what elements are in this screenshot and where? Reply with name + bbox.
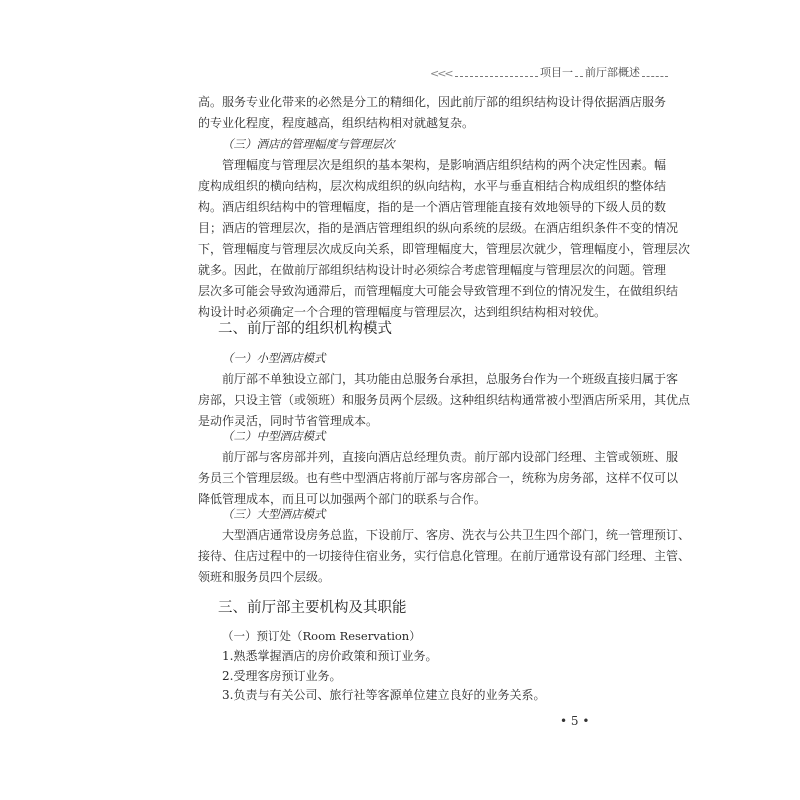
text-line: 接待、住店过程中的一切接待住宿业务，实行信息化管理。在前厅通常设有部门经理、主管、 <box>198 549 691 563</box>
list-item: 2.受理客房预订业务。 <box>222 668 342 683</box>
subheading-medium-hotel: （二）中型酒店模式 <box>222 429 326 443</box>
text-line: 前厅部不单独设立部门，其功能由总服务台承担，总服务台作为一个班级直接归属于客 <box>222 372 679 386</box>
text-line: 层次多可能会导致沟通滞后，而管理幅度大可能会导致管理不到位的情况发生，在做组织结 <box>198 284 679 298</box>
header-project: 项目一 <box>540 66 573 79</box>
paragraph-block-3 <box>198 626 612 706</box>
text-line: 房部，只设主管（或领班）和服务员两个层级。这种组织结构通常被小型酒店所采用，其优点 <box>198 393 691 407</box>
subheading-small-hotel: （一）小型酒店模式 <box>222 351 326 365</box>
subheading-management-span: （三）酒店的管理幅度与管理层次 <box>222 137 395 151</box>
text-line: 目；酒店的管理层次，指的是酒店管理组织的纵向系统的层级。在酒店组织条件不变的情况 <box>198 221 679 235</box>
paragraph-block-1 <box>198 92 691 323</box>
header-rule <box>642 76 668 77</box>
text-line: 管理幅度与管理层次是组织的基本架构，是影响酒店组织结构的两个决定性因素。幅 <box>222 158 667 172</box>
text-line: 下，管理幅度与管理层次成反向关系，即管理幅度大，管理层次就少，管理幅度小，管理层次 <box>198 242 691 256</box>
text-line: 构设计时必须确定一个合理的管理幅度与管理层次，达到组织结构相对较优。 <box>198 305 607 319</box>
subheading-reservation: （一）预订处（Room Reservation） <box>222 629 421 643</box>
text-line: 度构成组织的横向结构，层次构成组织的纵向结构，水平与垂直相结合构成组织的整体结 <box>198 179 667 193</box>
text-line: 就多。因此，在做前厅部组织结构设计时必须综合考虑管理幅度与管理层次的问题。管理 <box>198 263 667 277</box>
list-item: 3.负责与有关公司、旅行社等客源单位建立良好的业务关系。 <box>222 688 546 702</box>
text-line: 高。服务专业化带来的必然是分工的精细化，因此前厅部的组织结构设计得依据酒店服务 <box>198 95 667 109</box>
text-line: 前厅部与客房部并列，直接向酒店总经理负责。前厅部内设部门经理、主管或领班、服 <box>222 450 679 464</box>
section-heading-2: 二、前厅部的组织机构模式 <box>218 321 392 337</box>
text-line: 大型酒店通常设房务总监，下设前厅、客房、洗衣与公共卫生四个部门，统一管理预订、 <box>222 528 691 542</box>
page-number: • 5 • <box>560 714 590 728</box>
text-line: 务员三个管理层级。也有些中型酒店将前厅部与客房部合一，统称为房务部，这样不仅可以 <box>198 471 679 485</box>
header-arrows: <<< <box>430 67 452 80</box>
paragraph-block-2 <box>198 348 691 588</box>
text-line: 领班和服务员四个层级。 <box>198 570 331 584</box>
section-heading-3: 三、前厅部主要机构及其职能 <box>218 600 407 616</box>
text-line: 降低管理成本，而且可以加强两个部门的联系与合作。 <box>198 492 487 506</box>
subheading-large-hotel: （三）大型酒店模式 <box>222 507 326 521</box>
header-chapter: 前厅部概述 <box>585 66 640 79</box>
header-rule <box>455 76 538 77</box>
text-line: 的专业化程度，程度越高，组织结构相对就越复杂。 <box>198 116 475 130</box>
text-line: 构。酒店组织结构中的管理幅度，指的是一个酒店管理能直接有效地领导的下级人员的数 <box>198 200 667 214</box>
running-header <box>430 64 668 80</box>
text-line: 是动作灵活，同时节省管理成本。 <box>198 414 379 428</box>
list-item: 1.熟悉掌握酒店的房价政策和预订业务。 <box>222 649 438 663</box>
header-rule <box>575 76 583 77</box>
